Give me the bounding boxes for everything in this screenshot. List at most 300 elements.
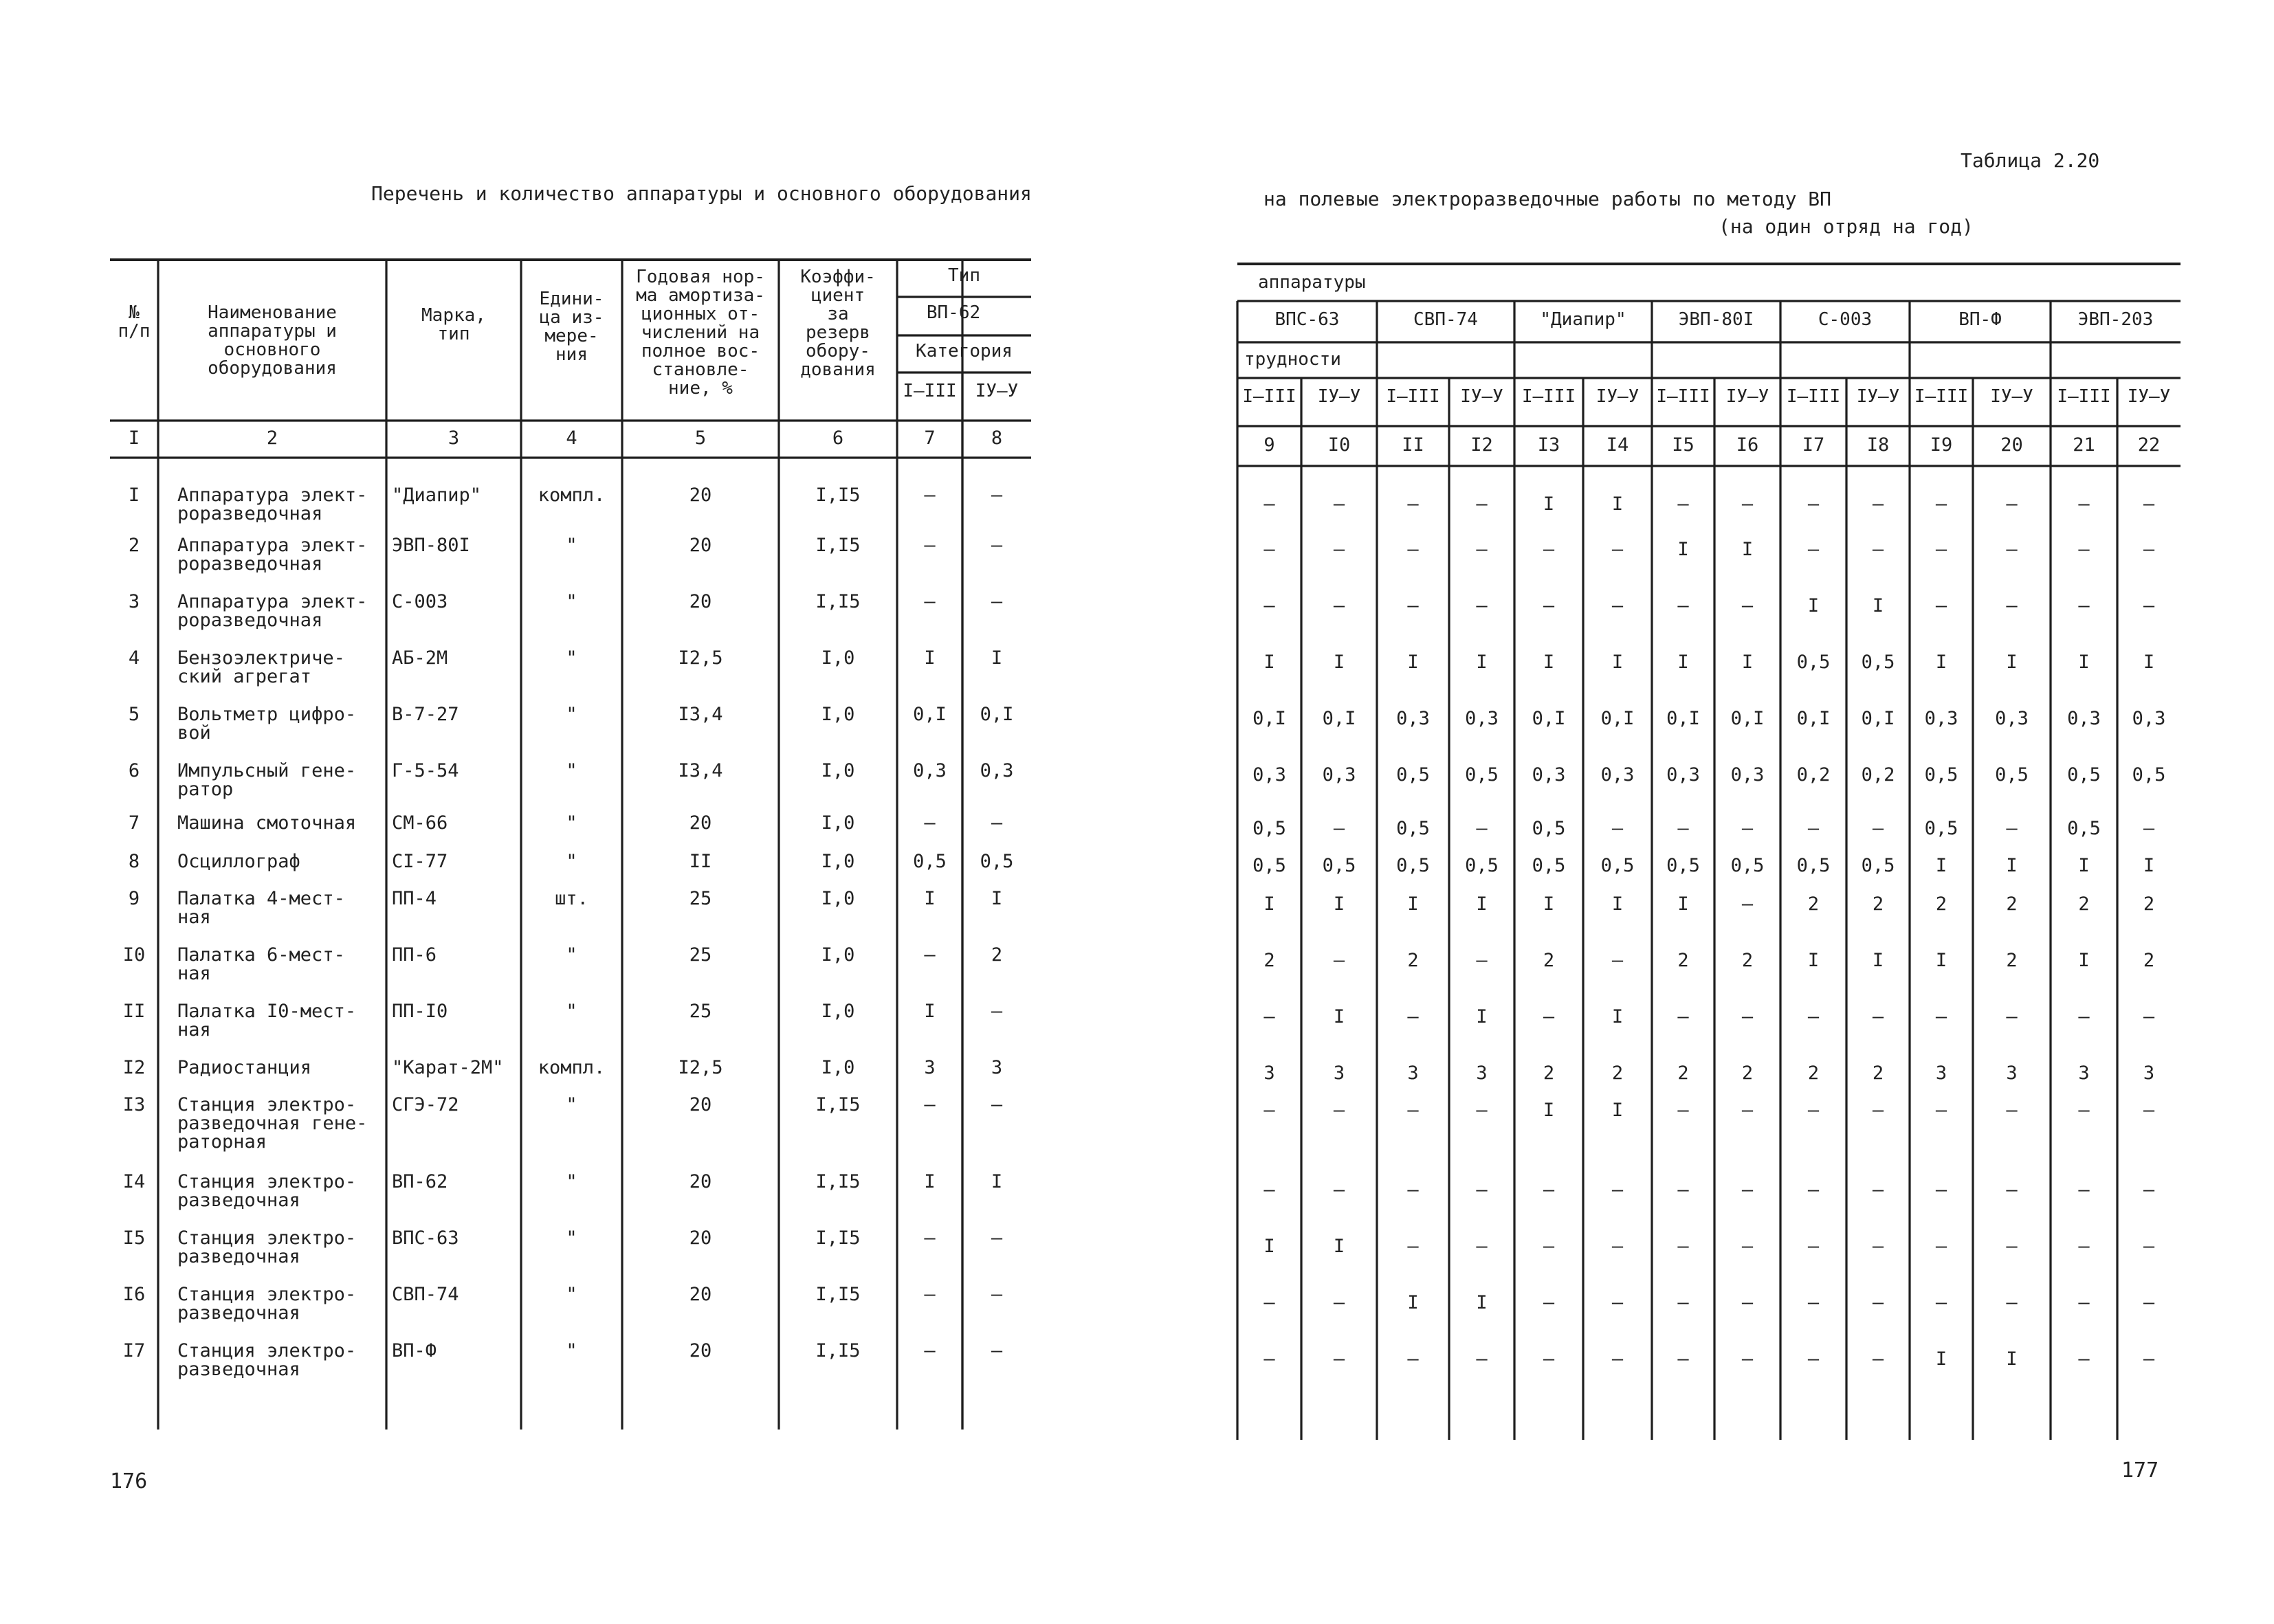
value-cell: 0,5 — [1252, 855, 1286, 876]
value-cell: 0,5 — [1322, 855, 1356, 876]
value-cell: – — [1741, 1348, 1754, 1370]
value-cell: – — [1741, 1292, 1754, 1313]
coefficient-cell: I,I5 — [815, 1171, 861, 1192]
column-number-cell: I3 — [1537, 434, 1560, 456]
value-cell: – — [1543, 1236, 1555, 1257]
value-cell: 0,5 — [1252, 818, 1286, 839]
unit-cell: " — [566, 812, 577, 834]
equipment-name: Палатка I0-мест- ная — [177, 1001, 357, 1041]
coefficient-cell: I,0 — [821, 760, 855, 781]
value-cell: I — [1543, 893, 1555, 915]
value-cell: 0,5 — [1666, 855, 1700, 876]
value-cell: – — [1476, 595, 1488, 616]
page-number-right: 177 — [2121, 1458, 2159, 1482]
value-cell: 0,3 — [1995, 708, 2029, 729]
category-subheader: I–III — [903, 381, 957, 401]
category-header: Категория — [916, 341, 1013, 361]
value-cell: 0,5 — [1796, 855, 1831, 876]
value-cell: – — [1263, 1348, 1275, 1370]
value-cell: – — [1333, 1179, 1345, 1201]
left-page-title: Перечень и количество аппаратуры и основного оборудования — [371, 182, 1032, 205]
row-number: 9 — [128, 888, 140, 909]
value-cell: I — [1872, 595, 1884, 616]
unit-cell: " — [566, 1094, 577, 1115]
value-cell: – — [2006, 1179, 2018, 1201]
value-cell: – — [1407, 1236, 1419, 1257]
value-cell: I — [924, 888, 936, 909]
right-header-difficulty: трудности — [1244, 349, 1341, 370]
equipment-mark: СВП-74 — [392, 1284, 459, 1305]
value-cell: – — [924, 944, 936, 966]
norm-cell: 20 — [689, 535, 712, 556]
value-cell: – — [1263, 595, 1275, 616]
value-cell: 2 — [1872, 893, 1884, 915]
value-cell: – — [1872, 1348, 1884, 1370]
value-cell: 0,5 — [1924, 764, 1958, 786]
value-cell: – — [924, 1284, 936, 1305]
value-cell: I — [991, 888, 1003, 909]
value-cell: – — [924, 812, 936, 834]
value-cell: – — [1807, 493, 1820, 515]
norm-cell: 20 — [689, 812, 712, 834]
value-cell: 0,5 — [1600, 855, 1635, 876]
value-cell: – — [1333, 1292, 1345, 1313]
coefficient-cell: I,0 — [821, 812, 855, 834]
value-cell: 0,5 — [1532, 818, 1566, 839]
value-cell: – — [1935, 1179, 1947, 1201]
norm-cell: 20 — [689, 1094, 712, 1115]
value-cell: – — [2006, 595, 2018, 616]
norm-cell: 25 — [689, 944, 712, 966]
right-page-subtitle: (на один отряд на год) — [1719, 215, 1974, 238]
value-cell: – — [1935, 1236, 1947, 1257]
row-number: I0 — [122, 944, 146, 966]
unit-cell: шт. — [555, 888, 588, 909]
value-cell: I — [2078, 855, 2090, 876]
value-cell: – — [2006, 1006, 2018, 1027]
value-cell: – — [2143, 493, 2155, 515]
value-cell: 2 — [2006, 893, 2018, 915]
value-cell: – — [1677, 1236, 1689, 1257]
category-subheader: IУ–У — [975, 381, 1019, 401]
value-cell: – — [1741, 1006, 1754, 1027]
value-cell: – — [1872, 1006, 1884, 1027]
coefficient-cell: I,I5 — [815, 485, 861, 506]
value-cell: I — [1263, 652, 1275, 673]
equipment-name: Станция электро- разведочная — [177, 1171, 357, 1211]
value-cell: 2 — [1677, 1063, 1689, 1084]
vp62-header: ВП-62 — [926, 302, 981, 323]
value-cell: 2 — [1741, 950, 1754, 971]
value-cell: I — [1543, 652, 1555, 673]
value-cell: 2 — [2143, 893, 2155, 915]
left-column-header: № п/п — [118, 302, 151, 342]
value-cell: 0,2 — [1861, 764, 1895, 786]
value-cell: – — [2078, 1236, 2090, 1257]
value-cell: I — [1407, 1292, 1419, 1313]
value-cell: – — [2078, 1348, 2090, 1370]
value-cell: – — [1872, 1236, 1884, 1257]
equipment-mark: СI-77 — [392, 851, 448, 872]
value-cell: I — [1543, 493, 1555, 515]
value-cell: – — [991, 591, 1003, 612]
coefficient-cell: I,I5 — [815, 1227, 861, 1249]
norm-cell: 20 — [689, 1227, 712, 1249]
value-cell: – — [1611, 1236, 1624, 1257]
equipment-name: Станция электро- разведочная гене- раторная — [177, 1094, 368, 1153]
value-cell: 0,5 — [1730, 855, 1765, 876]
value-cell: I — [2006, 652, 2018, 673]
row-number: I3 — [122, 1094, 146, 1115]
value-cell: I — [1476, 893, 1488, 915]
coefficient-cell: I,0 — [821, 1057, 855, 1078]
value-cell: 0,3 — [980, 760, 1014, 781]
value-cell: 2 — [1611, 1063, 1624, 1084]
value-cell: 2 — [1543, 950, 1555, 971]
value-cell: 0,I — [1252, 708, 1286, 729]
value-cell: I — [1677, 539, 1689, 560]
value-cell: 0,I — [1796, 708, 1831, 729]
value-cell: I — [1935, 950, 1947, 971]
value-cell: – — [991, 1284, 1003, 1305]
value-cell: 0,5 — [1924, 818, 1958, 839]
value-cell: 3 — [924, 1057, 936, 1078]
value-cell: – — [2006, 1100, 2018, 1121]
difficulty-subheader: IУ–У — [1317, 386, 1361, 407]
value-cell: 0,I — [913, 704, 947, 725]
value-cell: – — [1611, 1179, 1624, 1201]
column-number-cell: II — [1402, 434, 1424, 456]
row-number: I5 — [122, 1227, 146, 1249]
value-cell: 0,5 — [913, 851, 947, 872]
value-cell: – — [2143, 1006, 2155, 1027]
value-cell: I — [1407, 893, 1419, 915]
left-column-header: Годовая нор- ма амортиза- ционных от- числений на полное вос- становле- ние, % — [636, 267, 765, 399]
table-number-label: Таблица 2.20 — [1961, 149, 2100, 172]
value-cell: 0,5 — [2067, 764, 2101, 786]
value-cell: – — [1677, 1179, 1689, 1201]
value-cell: 2 — [2143, 950, 2155, 971]
value-cell: 0,5 — [1796, 652, 1831, 673]
value-cell: – — [924, 485, 936, 506]
row-number: 8 — [128, 851, 140, 872]
apparatus-type-header: СВП-74 — [1413, 309, 1478, 330]
unit-cell: " — [566, 1001, 577, 1022]
value-cell: – — [1263, 1006, 1275, 1027]
value-cell: – — [1807, 1179, 1820, 1201]
value-cell: – — [1677, 493, 1689, 515]
value-cell: – — [1263, 1292, 1275, 1313]
value-cell: – — [1741, 893, 1754, 915]
value-cell: – — [1807, 818, 1820, 839]
value-cell: I — [1935, 855, 1947, 876]
value-cell: – — [1407, 595, 1419, 616]
value-cell: – — [1543, 1006, 1555, 1027]
value-cell: I — [2078, 950, 2090, 971]
value-cell: – — [2143, 595, 2155, 616]
unit-cell: " — [566, 851, 577, 872]
difficulty-subheader: I–III — [1386, 386, 1440, 407]
norm-cell: I2,5 — [678, 1057, 723, 1078]
value-cell: – — [2078, 1179, 2090, 1201]
value-cell: I — [1741, 652, 1754, 673]
value-cell: – — [1677, 595, 1689, 616]
difficulty-subheader: I–III — [2057, 386, 2111, 407]
value-cell: – — [1872, 1292, 1884, 1313]
value-cell: – — [2078, 1292, 2090, 1313]
value-cell: – — [2143, 1100, 2155, 1121]
value-cell: – — [1407, 1100, 1419, 1121]
apparatus-type-header: ВП-Ф — [1958, 309, 2002, 330]
value-cell: – — [1935, 1100, 1947, 1121]
value-cell: 0,3 — [2067, 708, 2101, 729]
value-cell: – — [991, 1094, 1003, 1115]
value-cell: 0,3 — [913, 760, 947, 781]
value-cell: – — [1476, 1100, 1488, 1121]
value-cell: – — [1741, 818, 1754, 839]
apparatus-type-header: "Диапир" — [1540, 309, 1626, 330]
value-cell: 2 — [2006, 950, 2018, 971]
value-cell: – — [2006, 539, 2018, 560]
unit-cell: " — [566, 1284, 577, 1305]
coefficient-cell: I,I5 — [815, 1284, 861, 1305]
value-cell: I — [1263, 893, 1275, 915]
value-cell: I — [2143, 855, 2155, 876]
equipment-name: Импульсный гене- ратор — [177, 760, 357, 800]
column-number-cell: I4 — [1606, 434, 1629, 456]
value-cell: 3 — [991, 1057, 1003, 1078]
value-cell: – — [2143, 818, 2155, 839]
value-cell: 2 — [1543, 1063, 1555, 1084]
column-number-cell: I5 — [1672, 434, 1695, 456]
value-cell: – — [1476, 493, 1488, 515]
value-cell: I — [1476, 1292, 1488, 1313]
value-cell: I — [1543, 1100, 1555, 1121]
value-cell: 0,3 — [2132, 708, 2166, 729]
equipment-name: Аппаратура элект- роразведочная — [177, 535, 368, 575]
value-cell: 3 — [1263, 1063, 1275, 1084]
value-cell: – — [1407, 539, 1419, 560]
equipment-name: Осциллограф — [177, 851, 300, 872]
value-cell: – — [2006, 1236, 2018, 1257]
value-cell: 0,5 — [1532, 855, 1566, 876]
coefficient-cell: I,0 — [821, 704, 855, 725]
value-cell: – — [991, 812, 1003, 834]
value-cell: 0,I — [1322, 708, 1356, 729]
equipment-mark: С-003 — [392, 591, 448, 612]
column-number-cell: 21 — [2073, 434, 2095, 456]
column-number-cell: I0 — [1327, 434, 1351, 456]
equipment-name: Станция электро- разведочная — [177, 1340, 357, 1380]
value-cell: – — [924, 1094, 936, 1115]
column-number-cell: I6 — [1736, 434, 1759, 456]
equipment-mark: В-7-27 — [392, 704, 459, 725]
value-cell: 2 — [991, 944, 1003, 966]
value-cell: – — [1935, 1292, 1947, 1313]
value-cell: – — [1807, 1292, 1820, 1313]
value-cell: – — [2078, 595, 2090, 616]
row-number: II — [122, 1001, 146, 1022]
unit-cell: компл. — [538, 1057, 606, 1078]
value-cell: I — [1333, 893, 1345, 915]
row-number: 7 — [128, 812, 140, 834]
difficulty-subheader: I–III — [1242, 386, 1296, 407]
value-cell: – — [1543, 1179, 1555, 1201]
norm-cell: I3,4 — [678, 704, 723, 725]
value-cell: – — [1407, 1006, 1419, 1027]
row-number: I4 — [122, 1171, 146, 1192]
norm-cell: 20 — [689, 1171, 712, 1192]
value-cell: 3 — [2006, 1063, 2018, 1084]
value-cell: I — [2078, 652, 2090, 673]
unit-cell: " — [566, 591, 577, 612]
value-cell: – — [1741, 1100, 1754, 1121]
value-cell: I — [1476, 1006, 1488, 1027]
value-cell: – — [1677, 1100, 1689, 1121]
value-cell: – — [2078, 539, 2090, 560]
value-cell: – — [1476, 1348, 1488, 1370]
equipment-name: Палатка 4-мест- ная — [177, 888, 345, 928]
value-cell: 0,3 — [1924, 708, 1958, 729]
difficulty-subheader: I–III — [1786, 386, 1841, 407]
value-cell: 0,3 — [1600, 764, 1635, 786]
value-cell: 0,3 — [1465, 708, 1499, 729]
value-cell: – — [991, 1001, 1003, 1022]
value-cell: I — [1611, 493, 1624, 515]
value-cell: – — [1611, 595, 1624, 616]
coefficient-cell: I,0 — [821, 647, 855, 669]
value-cell: 0,I — [980, 704, 1014, 725]
value-cell: I — [2006, 855, 2018, 876]
value-cell: – — [1263, 539, 1275, 560]
value-cell: – — [1807, 539, 1820, 560]
value-cell: I — [1333, 1006, 1345, 1027]
value-cell: 0,3 — [1396, 708, 1430, 729]
equipment-mark: СМ-66 — [392, 812, 448, 834]
value-cell: – — [1476, 818, 1488, 839]
value-cell: I — [991, 1171, 1003, 1192]
unit-cell: " — [566, 760, 577, 781]
coefficient-cell: I,I5 — [815, 535, 861, 556]
value-cell: – — [2143, 539, 2155, 560]
column-number-cell: I9 — [1930, 434, 1953, 456]
value-cell: – — [1476, 1179, 1488, 1201]
left-column-header: Коэффи- циент за резерв обору- дования — [800, 267, 876, 380]
equipment-name: Вольтметр цифро- вой — [177, 704, 357, 744]
value-cell: I — [1807, 950, 1820, 971]
apparatus-type-header: ЭВП-80I — [1678, 309, 1754, 330]
value-cell: – — [991, 535, 1003, 556]
unit-cell: " — [566, 535, 577, 556]
right-page-title: на полевые электроразведочные работы по методу ВП — [1263, 188, 1832, 210]
value-cell: – — [991, 1340, 1003, 1361]
equipment-name: Палатка 6-мест- ная — [177, 944, 345, 984]
value-cell: 0,I — [1532, 708, 1566, 729]
value-cell: – — [1872, 493, 1884, 515]
unit-cell: " — [566, 1171, 577, 1192]
coefficient-cell: I,0 — [821, 944, 855, 966]
value-cell: 2 — [1407, 950, 1419, 971]
value-cell: I — [1333, 652, 1345, 673]
difficulty-subheader: I–III — [1521, 386, 1576, 407]
column-number-cell: 5 — [694, 427, 707, 449]
value-cell: – — [1543, 539, 1555, 560]
value-cell: 2 — [1807, 1063, 1820, 1084]
column-number-cell: 3 — [448, 427, 460, 449]
value-cell: – — [1333, 493, 1345, 515]
value-cell: 0,I — [1730, 708, 1765, 729]
norm-cell: 20 — [689, 1284, 712, 1305]
value-cell: 0,5 — [1861, 652, 1895, 673]
difficulty-subheader: IУ–У — [2127, 386, 2171, 407]
row-number: I6 — [122, 1284, 146, 1305]
value-cell: – — [1333, 595, 1345, 616]
left-column-header: Наименование аппаратуры и основного оборудования — [208, 302, 337, 379]
value-cell: – — [1333, 1348, 1345, 1370]
value-cell: 0,3 — [1252, 764, 1286, 786]
value-cell: – — [2006, 1292, 2018, 1313]
equipment-mark: ВПС-63 — [392, 1227, 459, 1249]
norm-cell: 20 — [689, 591, 712, 612]
value-cell: – — [1677, 1292, 1689, 1313]
value-cell: 3 — [2078, 1063, 2090, 1084]
value-cell: I — [991, 647, 1003, 669]
value-cell: 2 — [1263, 950, 1275, 971]
row-number: 2 — [128, 535, 140, 556]
value-cell: – — [2078, 1006, 2090, 1027]
value-cell: I — [1611, 1006, 1624, 1027]
value-cell: 0,5 — [2132, 764, 2166, 786]
value-cell: 2 — [2078, 893, 2090, 915]
difficulty-subheader: IУ–У — [1725, 386, 1769, 407]
row-number: 6 — [128, 760, 140, 781]
norm-cell: II — [689, 851, 712, 872]
value-cell: – — [2006, 818, 2018, 839]
value-cell: I — [1263, 1236, 1275, 1257]
unit-cell: " — [566, 647, 577, 669]
value-cell: – — [1476, 539, 1488, 560]
value-cell: 0,5 — [1396, 855, 1430, 876]
type-header: Тип — [948, 265, 980, 286]
value-cell: – — [1476, 950, 1488, 971]
equipment-name: Станция электро- разведочная — [177, 1227, 357, 1267]
value-cell: – — [1872, 1179, 1884, 1201]
value-cell: – — [924, 535, 936, 556]
value-cell: – — [1543, 1348, 1555, 1370]
value-cell: 0,5 — [1396, 764, 1430, 786]
page-number-left: 176 — [110, 1469, 148, 1493]
equipment-mark: АБ-2М — [392, 647, 448, 669]
norm-cell: I3,4 — [678, 760, 723, 781]
value-cell: 0,5 — [2067, 818, 2101, 839]
value-cell: – — [1807, 1100, 1820, 1121]
value-cell: – — [2143, 1348, 2155, 1370]
value-cell: I — [1677, 893, 1689, 915]
coefficient-cell: I,I5 — [815, 591, 861, 612]
column-number-cell: 7 — [924, 427, 936, 449]
value-cell: – — [1263, 1179, 1275, 1201]
value-cell: 0,3 — [1666, 764, 1700, 786]
value-cell: 0,5 — [980, 851, 1014, 872]
column-number-cell: 9 — [1263, 434, 1275, 456]
row-number: I7 — [122, 1340, 146, 1361]
coefficient-cell: I,I5 — [815, 1094, 861, 1115]
value-cell: – — [1543, 595, 1555, 616]
value-cell: – — [1807, 1348, 1820, 1370]
equipment-mark: Г-5-54 — [392, 760, 459, 781]
value-cell: I — [1333, 1236, 1345, 1257]
value-cell: 0,3 — [1322, 764, 1356, 786]
